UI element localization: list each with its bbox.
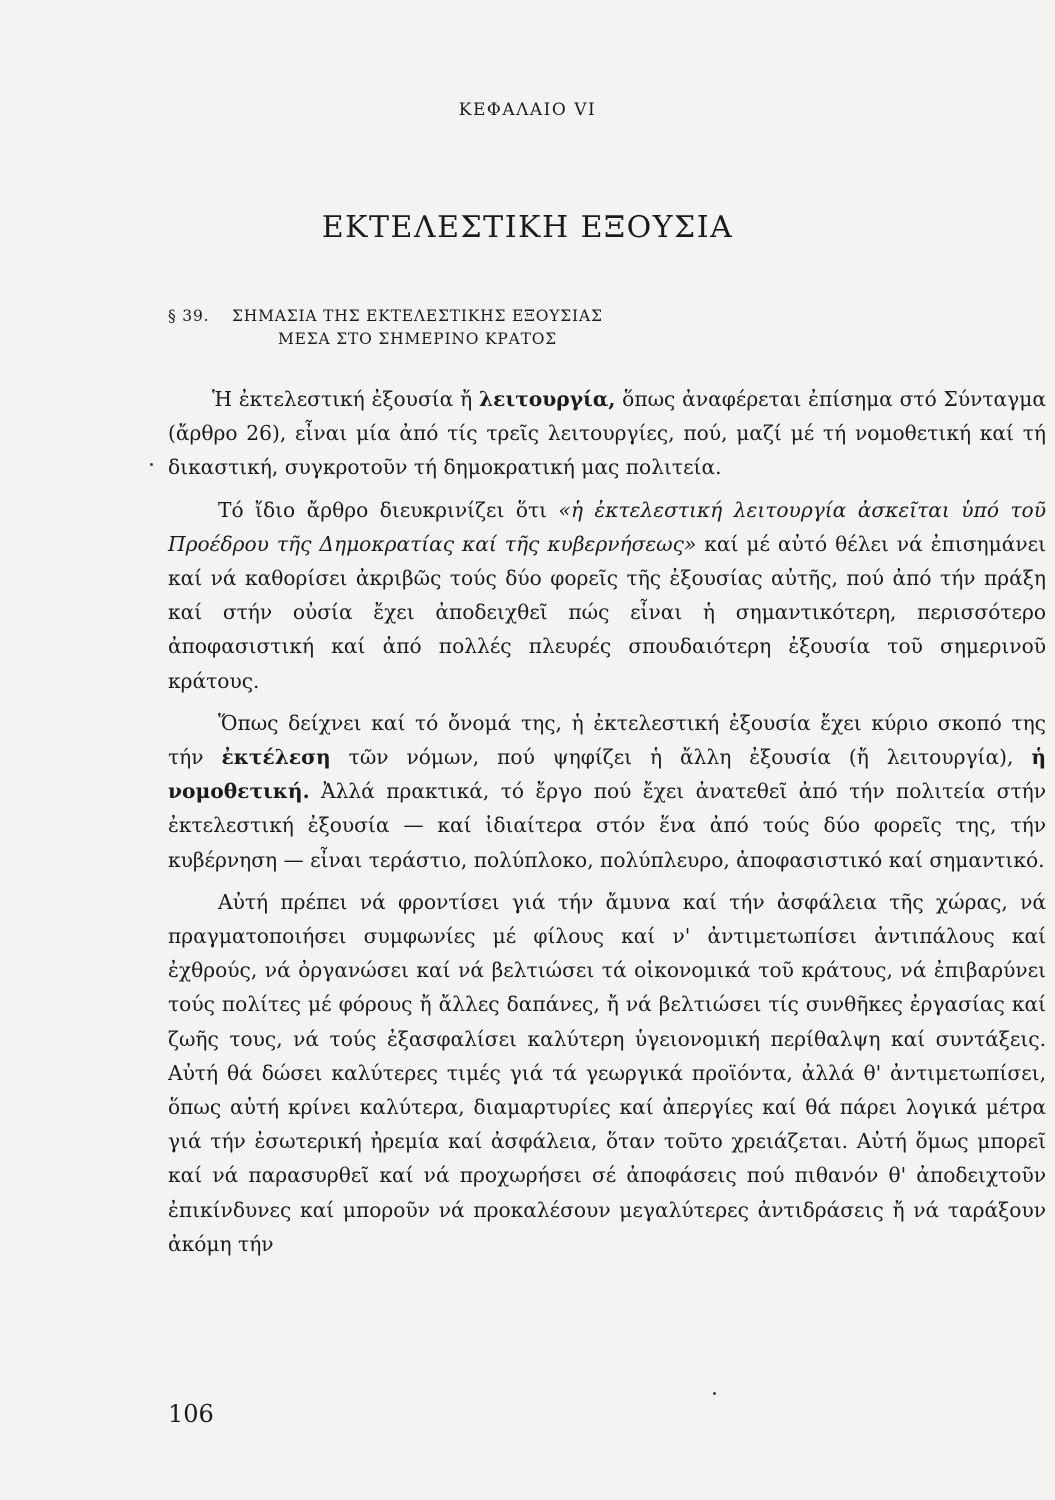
section-title-line2: ΜΕΣΑ ΣΤΟ ΣΗΜΕΡΙΝΟ ΚΡΑΤΟΣ <box>278 330 558 348</box>
p3-bold-term-legislative: ἡ νομοθετική. <box>168 745 1046 804</box>
p1-text-a: Ἡ ἐκτελεστική ἐξουσία ἤ <box>212 387 480 411</box>
p1-text-c: ὅπως ἀναφέρεται ἐπίσημα στό Σύνταγμα (ἄρθρο 26), εἶναι μία ἀπό τίς τρεῖς λειτουργίες, πού, μαζί μέ τή νομοθετική καί τή δικαστική, συγκροτοῦν τή δημοκρατική μας πολιτεία. <box>168 387 1046 480</box>
print-speck <box>150 463 153 466</box>
section-number: § 39. <box>168 307 210 325</box>
p2-italic-quote: «ἡ ἐκτελεστική λειτουργία ἀσκεῖται ὑπό τοῦ Προέδρου τῆς Δημοκρατίας καί τῆς κυβερνήσεως» <box>168 497 1046 556</box>
chapter-title: ΕΚΤΕΛΕΣΤΙΚΗ ΕΞΟΥΣΙΑ <box>321 210 734 245</box>
p3-text-a: Ὅπως δείχνει καί τό ὄνομά της, ἡ ἐκτελεστική ἐξουσία ἔχει κύριο σκοπό της τήν <box>168 710 1046 770</box>
page-number: 106 <box>168 1400 214 1428</box>
p3-bold-term-execution: ἐκτέλεση <box>221 745 331 770</box>
p3-text-c: τῶν νόμων, πού ψηφίζει ἡ ἄλλη ἐξουσία (ἤ λειτουργία), <box>330 745 1032 770</box>
paragraph-2 <box>168 493 1046 698</box>
section-heading <box>168 305 868 351</box>
paragraph-3 <box>168 706 1046 877</box>
section-title-line1: ΣΗΜΑΣΙΑ ΤΗΣ ΕΚΤΕΛΕΣΤΙΚΗΣ ΕΞΟΥΣΙΑΣ <box>232 307 603 325</box>
p2-text-a: Τό ἴδιο ἄρθρο διευκρινίζει ὅτι <box>218 497 559 522</box>
paragraph-4: Αὐτή πρέπει νά φροντίσει γιά τήν ἄμυνα καί τήν ἀσφάλεια τῆς χώρας, νά πραγματοποιήσει συμφωνίες μέ φίλους καί ν' ἀντιμετωπίσει ἀντιπάλους καί ἐχθρούς, νά ὀργανώσει καί νά βελτιώσει τά οἰκονομικά τοῦ κράτους, νά ἐπιβαρύνει τούς πολίτες μέ φόρους ἤ ἄλλες δαπάνες, ἤ νά βελτιώσει τίς συνθῆκες ἐργασίας καί ζωῆς τους, νά τούς ἐξασφαλίσει καλύτερη ὑγειονομική περίθαλψη καί συντάξεις. Αὐτή θά δώσει καλύτερες τιμές γιά τά γεωργικά προϊόντα, ἀλλά θ' ἀντιμετωπίσει, ὅπως αὐτή κρίνει καλύτερα, διαμαρτυρίες καί ἀπεργίες καί θά πάρει λογικά μέτρα γιά τήν ἐσωτερική ἠρεμία καί ἀσφάλεια, ὅταν τοῦτο χρειάζεται. Αὐτή ὅμως μπορεῖ καί νά παρασυρθεῖ καί νά προχωρήσει σέ ἀποφάσεις πού πιθανόν θ' ἀποδειχτοῦν ἐπικίνδυνες καί μποροῦν νά προκαλέσουν μεγαλύτερες ἀντιδράσεις ἤ νά ταράξουν ἀκόμη τήν <box>168 889 1046 1256</box>
paragraph-1 <box>168 382 1046 485</box>
chapter-label: ΚΕΦΑΛΑΙΟ VI <box>458 100 597 120</box>
p1-bold-term: λειτουργία, <box>479 387 616 411</box>
p2-text-c: καί μέ αὐτό θέλει νά ἐπισημάνει καί νά καθορίσει ἀκριβῶς τούς δύο φορεῖς τῆς ἐξουσίας αὐτῆς, πού ἀπό τήν πράξη καί στήν οὐσία ἔχει ἀποδειχθεῖ πώς εἶναι ἡ σημαντικότερη, περισσότερο ἀποφασιστική καί ἀπό πολλές πλευρές σπουδαιότερη ἐξουσία τοῦ σημερινοῦ κράτους. <box>168 531 1046 693</box>
print-speck <box>713 1392 716 1395</box>
p3-text-e: Ἀλλά πρακτικά, τό ἔργο πού ἔχει ἀνατεθεῖ ἀπό τήν πολιτεία στήν ἐκτελεστική ἐξουσία — καί ἰδιαίτερα στόν ἕνα ἀπό τούς δύο φορεῖς της, τήν κυβέρνηση — εἶναι τεράστιο, πολύπλοκο, πολύπλευρο, ἀποφασιστικό καί σημαντικό. <box>168 779 1046 872</box>
body-text <box>168 382 1046 1269</box>
